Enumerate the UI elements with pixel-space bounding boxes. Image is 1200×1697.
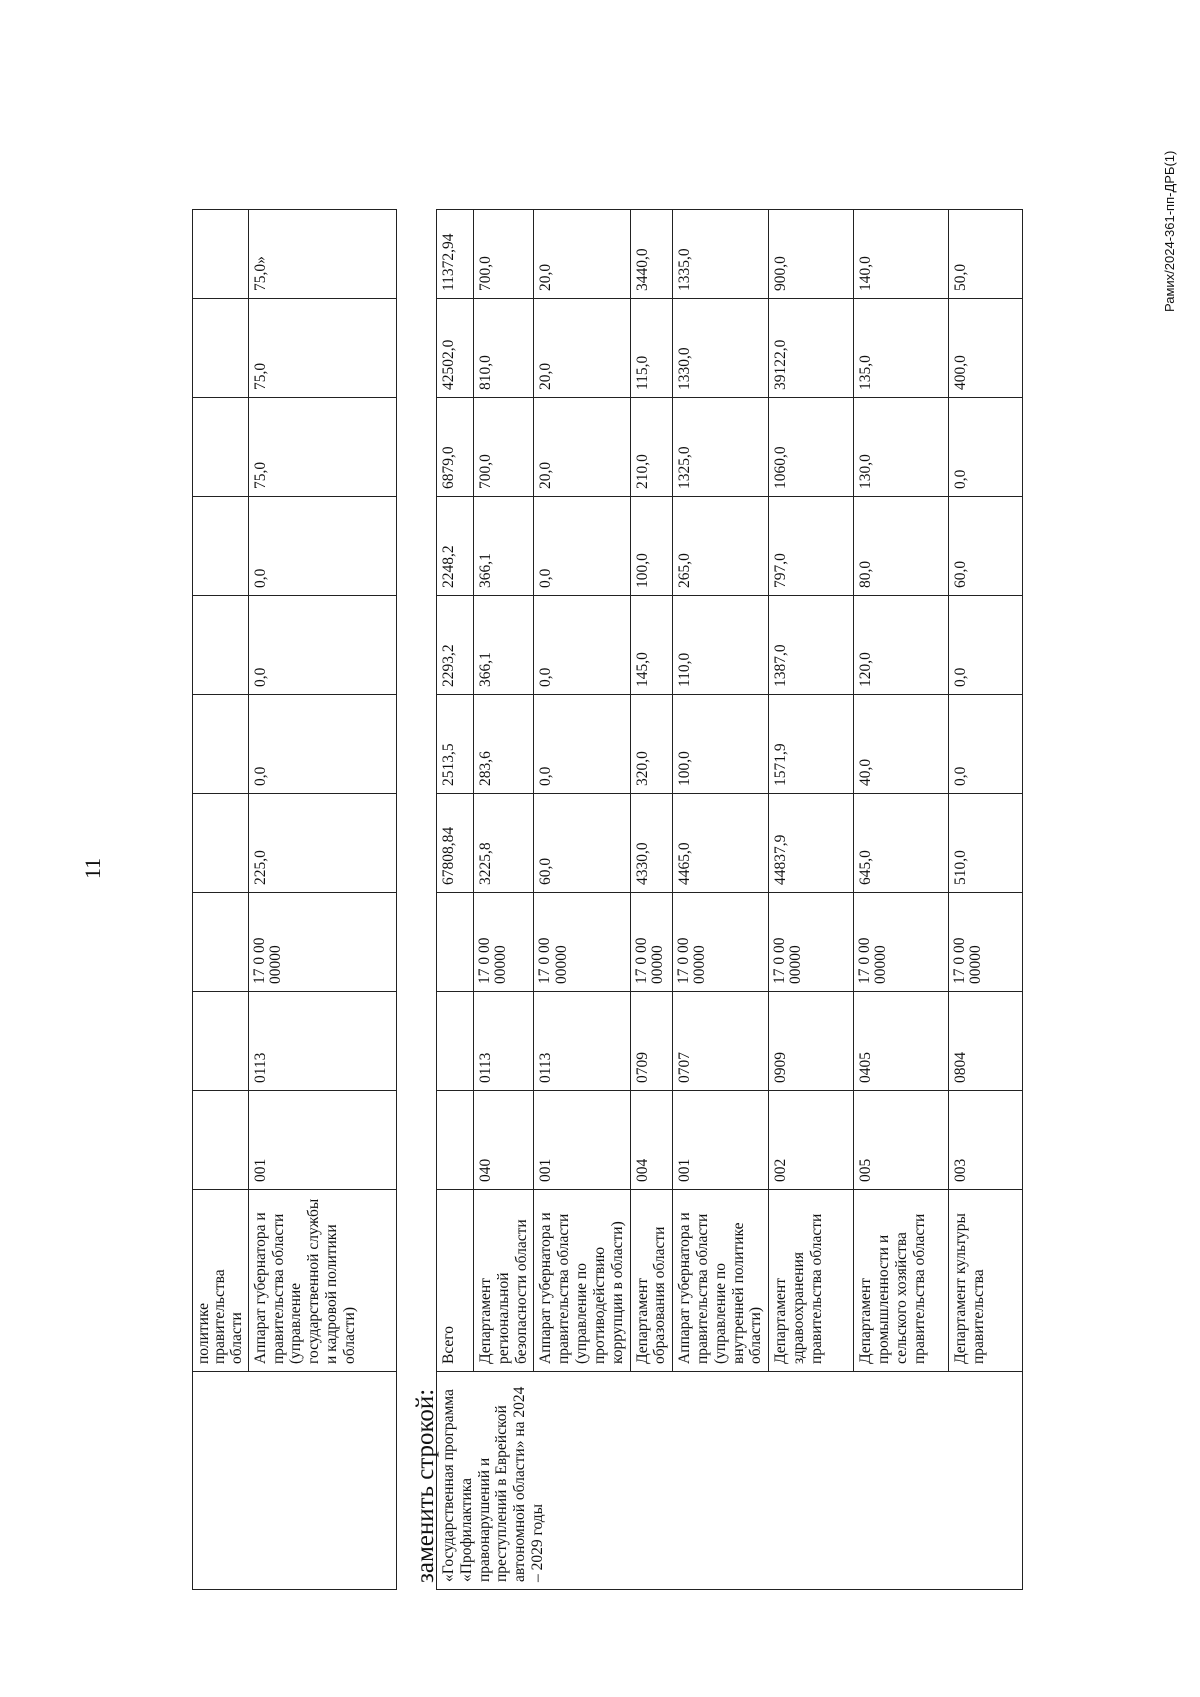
table-cell: 900,0 [769,210,854,299]
table-cell: 645,0 [854,794,949,893]
table-cell: Департамент промышленности и сельского хозяйства правительства области [854,1190,949,1372]
table-cell: 80,0 [854,497,949,596]
replace-heading: заменить строкой: [412,1388,439,1583]
table-cell: 1387,0 [769,596,854,695]
table-cell: 283,6 [474,695,534,794]
table-cell: 700,0 [474,210,534,299]
table-cell: 110,0 [673,596,769,695]
table-cell: 225,0 [248,794,396,893]
table-cell: 140,0 [854,210,949,299]
table-cell: 700,0 [474,398,534,497]
table-cell: 2513,5 [437,695,474,794]
table-cell: 17 0 00 00000 [673,893,769,992]
table-cell: 001 [248,1091,396,1190]
table-cell: 797,0 [769,497,854,596]
table-cell: 1335,0 [673,210,769,299]
table-cell: 0,0 [534,497,630,596]
table-cell: 17 0 00 00000 [630,893,673,992]
table-cell: 75,0 [248,398,396,497]
table-cell: 0,0 [949,695,1023,794]
table-cell: 50,0 [949,210,1023,299]
table-cell: 60,0 [949,497,1023,596]
table-cell: 001 [673,1091,769,1190]
table-cell: 0709 [630,992,673,1091]
table-cell: Департамент образования области [630,1190,673,1372]
program-table-body [437,210,1023,1590]
table-cell: 004 [630,1091,673,1190]
table-cell: 265,0 [673,497,769,596]
table-cell: 44837,9 [769,794,854,893]
table-cell: 75,0 [248,299,396,398]
table-cell: 17 0 00 00000 [474,893,534,992]
table-cell: 510,0 [949,794,1023,893]
table-cell: 3225,8 [474,794,534,893]
table-cell: 75,0» [248,210,396,299]
table-cell: 0113 [534,992,630,1091]
table-cell: 17 0 00 00000 [949,893,1023,992]
page-number: 11 [80,857,105,879]
table-cell: 210,0 [630,398,673,497]
table-cell: 0113 [248,992,396,1091]
table-cell: 11372,94 [437,210,474,299]
table-cell: Департамент здравоохранения правительства области [769,1190,854,1372]
table-cell: 115,0 [630,299,673,398]
document-code: Рамих/2024-361-пп-ДРБ(1) [1162,150,1177,312]
program-name-cell: «Государственная программа «Профилактика правонарушений и преступлений в Еврейской автономной области» на 2024 – 2029 годы [437,1372,1023,1590]
table-cell: 3440,0 [630,210,673,299]
table-cell: 0,0 [248,497,396,596]
table-cell: 003 [949,1091,1023,1190]
table-cell: 400,0 [949,299,1023,398]
table-cell: 2248,2 [437,497,474,596]
table-cell: 810,0 [474,299,534,398]
table-cell: 145,0 [630,596,673,695]
table-cell: 0113 [474,992,534,1091]
table-cell: Всего [437,1190,474,1372]
table-cell: 1571,9 [769,695,854,794]
table-cell [437,1091,474,1190]
table-cell: 42502,0 [437,299,474,398]
table-cell: 20,0 [534,299,630,398]
table-cell: 17 0 00 00000 [854,893,949,992]
table-cell: 20,0 [534,210,630,299]
program-table [436,209,1023,1590]
table-cell: 20,0 [534,398,630,497]
table-cell: 0707 [673,992,769,1091]
table-cell: Аппарат губернатора и правительства области (управление государственной службы и кадровой политики области) [248,1190,396,1372]
table-cell: 366,1 [474,497,534,596]
table-cell: 0,0 [949,596,1023,695]
table-cell: 040 [474,1091,534,1190]
table-cell: 1325,0 [673,398,769,497]
table-cell: 0,0 [248,596,396,695]
table-cell: 2293,2 [437,596,474,695]
table-cell: 17 0 00 00000 [534,893,630,992]
empty-cell [193,1372,397,1590]
table-cell: 0,0 [248,695,396,794]
table-cell: 135,0 [854,299,949,398]
table-cell: 0405 [854,992,949,1091]
table-cell: 4330,0 [630,794,673,893]
table-cell: 1060,0 [769,398,854,497]
table-cell: 67808,84 [437,794,474,893]
table-cell: 6879,0 [437,398,474,497]
table-cell: 001 [534,1091,630,1190]
table-cell: 002 [769,1091,854,1190]
table-cell: 0804 [949,992,1023,1091]
table-cell: 0,0 [534,695,630,794]
table-cell: 4465,0 [673,794,769,893]
table-cell: 100,0 [630,497,673,596]
table-cell: 39122,0 [769,299,854,398]
table-cell: 0,0 [534,596,630,695]
table-cell: 17 0 00 00000 [769,893,854,992]
table-cell: 005 [854,1091,949,1190]
continuation-table [192,209,397,1590]
table-cell: 17 0 00 00000 [248,893,396,992]
table-cell: 100,0 [673,695,769,794]
table-cell: Департамент культуры правительства [949,1190,1023,1372]
table-cell: 60,0 [534,794,630,893]
table-cell: 320,0 [630,695,673,794]
table-cell: Аппарат губернатора и правительства области (управление по противодействию коррупции в области) [534,1190,630,1372]
table-cell: Департамент региональной безопасности области [474,1190,534,1372]
table-cell: 130,0 [854,398,949,497]
continued-text-cell: политике правительства области [193,1190,249,1372]
table-cell: 0,0 [949,398,1023,497]
table-cell: 40,0 [854,695,949,794]
table-cell [437,992,474,1091]
table-cell: 120,0 [854,596,949,695]
table-cell: 366,1 [474,596,534,695]
table-cell [437,893,474,992]
table-cell: Аппарат губернатора и правительства области (управление по внутренней политике области) [673,1190,769,1372]
table-row [437,210,474,1590]
table-cell: 0909 [769,992,854,1091]
table-cell: 1330,0 [673,299,769,398]
